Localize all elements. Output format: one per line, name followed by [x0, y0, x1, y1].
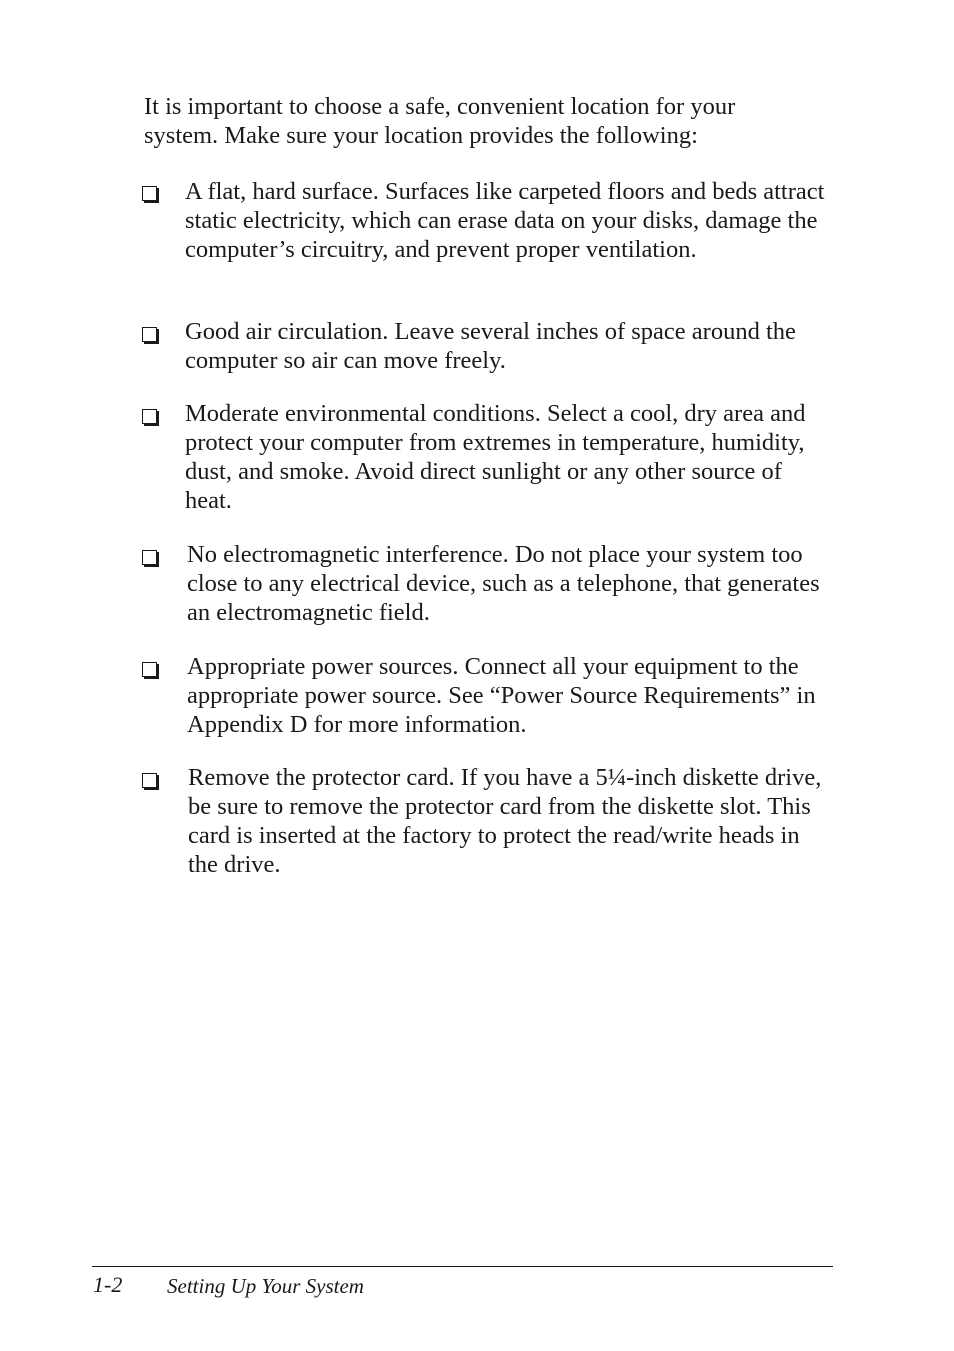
list-item-text: Remove the protector card. If you have a 5¼-inch diskette drive, be sure to remove the protector card from the diskette slot. This card is inserted at the factory to protect the read/write heads in the drive. — [188, 764, 822, 878]
list-item-text: No electromagnetic interference. Do not place your system too close to any electrical device, such as a telephone, that generates an electromagnetic field. — [187, 541, 820, 626]
checkbox-icon — [142, 550, 157, 565]
list-item-text: Moderate environmental conditions. Select a cool, dry area and protect your computer from extremes in temperature, humidity, dust, and smoke. Avoid direct sunlight or any other source of heat. — [185, 400, 806, 514]
list-item-text: Appropriate power sources. Connect all your equipment to the appropriate power source. See “Power Source Requirements” in Appendix D for more information. — [187, 653, 816, 738]
checkbox-icon — [142, 327, 157, 342]
checkbox-icon — [142, 409, 157, 424]
checkbox-icon — [142, 662, 157, 677]
running-footer-title: Setting Up Your System — [167, 1274, 364, 1298]
checkbox-icon — [142, 186, 157, 201]
checkbox-icon — [142, 773, 157, 788]
footer-divider — [92, 1266, 833, 1267]
list-item-text: Good air circulation. Leave several inches of space around the computer so air can move freely. — [185, 318, 796, 374]
page-number: 1-2 — [93, 1272, 123, 1297]
list-item-text: A flat, hard surface. Surfaces like carpeted floors and beds attract static electricity, which can erase data on your disks, damage the computer’s circuitry, and prevent proper ventilation. — [185, 178, 825, 263]
intro-paragraph: It is important to choose a safe, convenient location for your system. Make sure your location provides the following: — [144, 93, 736, 149]
